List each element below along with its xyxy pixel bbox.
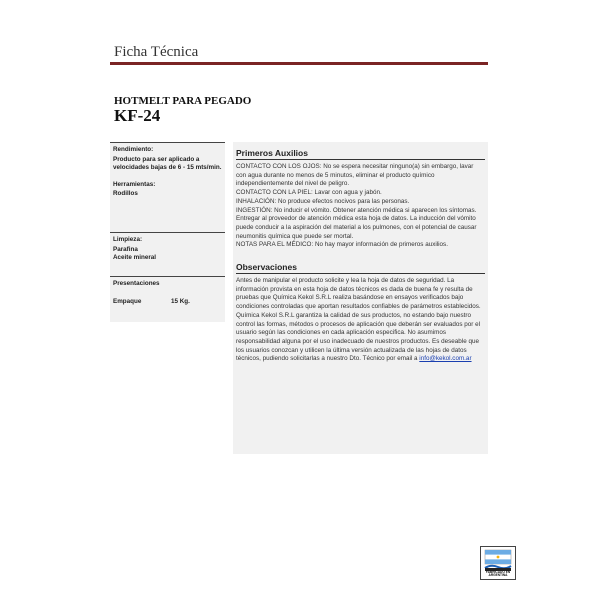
auxilios-line: NOTAS PARA EL MÉDICO: No hay mayor información de primeros auxilios.	[236, 241, 448, 249]
empaque-row	[113, 298, 222, 307]
presentaciones-section	[110, 276, 225, 322]
rendimiento-label: Rendimiento:	[113, 146, 154, 153]
flag-icon	[481, 548, 515, 572]
primeros-auxilios-section	[233, 142, 488, 250]
badge-text: FABRICADO EN ARGENTINA	[485, 569, 511, 578]
limpieza-label: Limpieza:	[113, 236, 143, 243]
limpieza-section	[110, 232, 225, 276]
specs-column	[110, 142, 225, 322]
empaque-value: 15 Kg.	[171, 297, 190, 305]
rendimiento-text: Producto para ser aplicado a velocidades bajas de 6 - 15 mts/min.	[113, 155, 222, 172]
auxilios-line: CONTACTO CON LOS OJOS: No se espera necesitar ninguno(a) sin embargo, lavar con agua durante no menos de 5 minutos, eliminar el producto químico independientemente del nivel de peligro.	[236, 163, 474, 188]
observaciones-paragraph-text: Química Kekol S.R.L garantiza la calidad de sus productos, no estando bajo nuestro control las formas, métodos o procesos de aplicación que deberán ser evaluados por el usuario según las condiciones en cada aplicación especifica. No asumimos responsabilidad alguna por el uso inadecuado de nuestros productos. Es deseable que los usuarios conozcan y utilicen la última versión actualizada de las hojas de datos técnicos, pudiendo solicitarlas a nuestro Dto. Técnico por email a	[236, 311, 480, 363]
auxilios-line: INHALACIÓN: No produce efectos nocivos para las personas.	[236, 197, 410, 205]
observaciones-paragraph-2	[236, 312, 485, 364]
limpieza-value: Parafina	[113, 245, 138, 253]
auxilios-line: CONTACTO CON LA PIEL: Lavar con agua y jabón.	[236, 189, 382, 197]
product-name: HOTMELT PARA PEGADO	[114, 95, 252, 107]
empaque-label: Empaque	[113, 297, 142, 305]
info-column	[233, 142, 488, 454]
observaciones-paragraph: Antes de manipular el producto solicite y lea la hoja de datos de seguridad. La información provista en esta hoja de datos técnicos es dada de buena fe y resulta de pruebas que Química Kekol S.R.L realiza basándose en ensayos verificados bajo condiciones controladas que aportan resultados confiables de parámetros establecidos.	[236, 277, 481, 311]
made-in-argentina-badge	[480, 546, 516, 580]
rendimiento-section	[110, 142, 225, 232]
header-divider	[110, 62, 488, 65]
primeros-auxilios-heading: Primeros Auxilios	[236, 142, 485, 160]
limpieza-value: Aceite mineral	[113, 254, 157, 262]
product-code: KF-24	[114, 106, 161, 125]
herramientas-value: Rodillos	[113, 190, 138, 198]
observaciones-section	[233, 256, 488, 364]
herramientas-label: Herramientas:	[113, 180, 156, 188]
auxilios-line: INGESTIÓN: No inducir el vómito. Obtener atención médica si aparecen los síntomas. Entregar al proveedor de atención médica esta hoja de datos. La inducción del vómito puede conducir a la aspiración del material a los pulmones, con el potencial de causar neumonitis química que puede ser mortal.	[236, 206, 477, 240]
observaciones-heading: Observaciones	[236, 256, 485, 274]
page-title: Ficha Técnica	[114, 44, 199, 60]
email-link[interactable]: info@kekol.com.ar	[419, 355, 472, 363]
presentaciones-label: Presentaciones	[113, 280, 160, 287]
